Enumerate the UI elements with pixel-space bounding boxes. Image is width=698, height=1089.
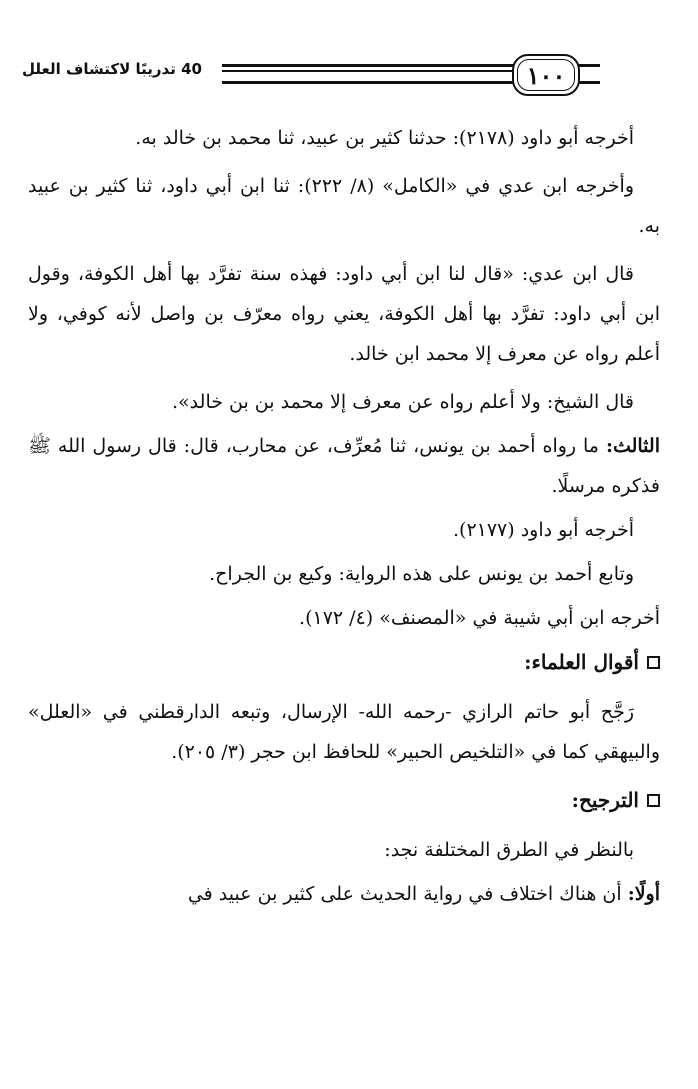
tarjih-heading-text: الترجيح: [571,788,639,812]
paragraph-3: قال ابن عدي: «قال لنا ابن أبي داود: فهذه سنة تفرَّد بها أهل الكوفة، وقول ابن أبي داود: تفرَّد بها أهل الكوفة، يعني رواه معرّف بن واصل لأنه كوفي، ولا أعلم رواه عن معرف إلا محمد ابن خالد. [28,263,660,365]
first-text: أن هناك اختلاف في رواية الحديث على كثير بن عبيد في [187,883,628,905]
paragraph-4: قال الشيخ: ولا أعلم رواه عن معرف إلا محمد بن بن خالد». [172,391,634,413]
paragraph-first [28,874,660,914]
page-header [22,52,672,96]
scholars-heading-text: أقوال العلماء: [524,650,639,674]
paragraph-5: أخرجه أبو داود (٢١٧٧). [452,519,634,541]
third-label: الثالث: [605,435,660,457]
square-bullet-icon [647,656,660,669]
tarjih-intro: بالنظر في الطرق المختلفة نجد: [384,839,634,861]
paragraph-7: أخرجه ابن أبي شيبة في «المصنف» (٤/ ١٧٢). [299,607,660,629]
third-text: ما رواه أحمد بن يونس، ثنا مُعرِّف، عن محارب، قال: قال رسول الله ﷺ فذكره مرسلًا. [28,435,660,497]
scholars-heading [28,642,660,682]
scholars-paragraph: رَجَّح أبو حاتم الرازي -رحمه الله- الإرسال، وتبعه الدارقطني في «العلل» والبيهقي كما في «التلخيص الحبير» للحافظ ابن حجر (٣/ ٢٠٥). [28,701,660,763]
page-body [28,118,660,922]
paragraph-6: وتابع أحمد بن يونس على هذه الرواية: وكيع بن الجراح. [209,563,634,585]
running-title: 40 تدريبًا لاكتشاف العلل [22,60,202,78]
tarjih-heading [28,780,660,820]
paragraph-1: أخرجه أبو داود (٢١٧٨): حدثنا كثير بن عبيد، ثنا محمد بن خالد به. [135,127,634,149]
paragraph-third [28,426,660,506]
page-number: ١٠٠ [512,54,580,96]
header-rule-left [222,64,514,84]
first-label: أولًا: [627,883,660,905]
paragraph-2: وأخرجه ابن عدي في «الكامل» (٨/ ٢٢٢): ثنا ابن أبي داود، ثنا كثير بن عبيد به. [28,175,660,237]
square-bullet-icon [647,794,660,807]
